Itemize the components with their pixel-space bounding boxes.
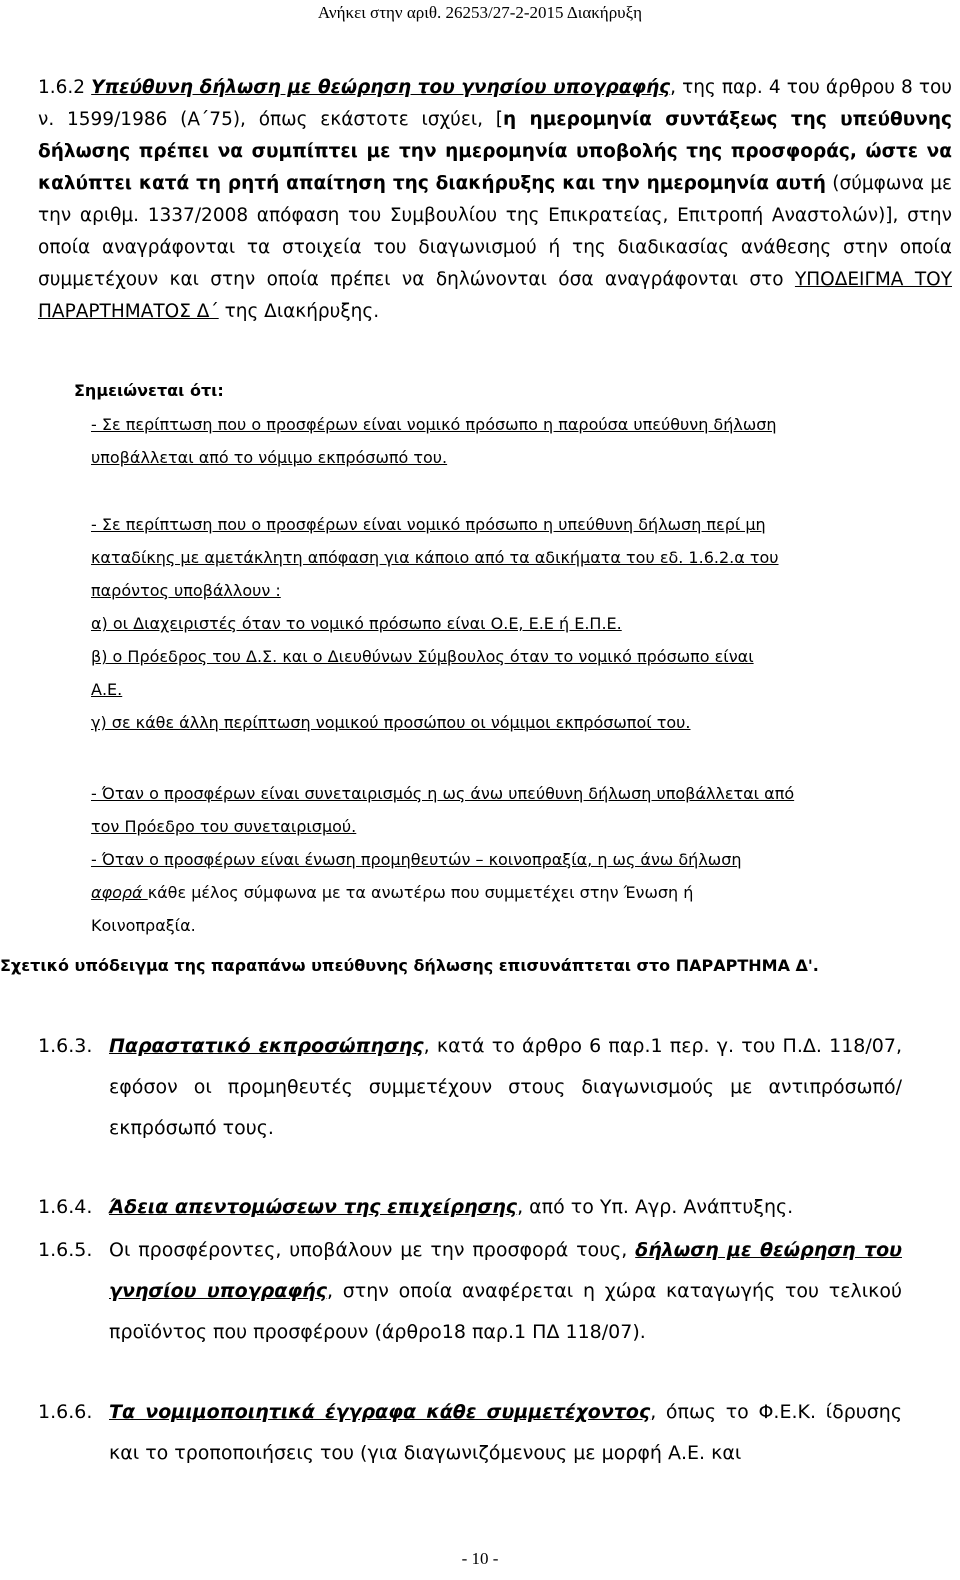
note-line: γ) σε κάθε άλλη περίπτωση νομικού προσώπου οι νόμιμοι εκπρόσωποί του. <box>91 713 691 732</box>
note-line: τον Πρόεδρο του συνεταιρισμού. <box>91 817 357 836</box>
note-emphasis: αφορά <box>91 883 148 902</box>
note-line: α) οι Διαχειριστές όταν το νομικό πρόσωπο είναι Ο.Ε, Ε.Ε ή Ε.Π.Ε. <box>91 614 622 633</box>
section-title: Τα νομιμοποιητικά έγγραφα κάθε συμμετέχοντος <box>109 1401 651 1423</box>
section-number: 1.6.4. <box>38 1196 93 1218</box>
section-1-6-3 <box>38 1026 902 1149</box>
note-line: υποβάλλεται από το νόμιμο εκπρόσωπό του. <box>91 448 448 467</box>
section-number: 1.6.5. <box>38 1239 93 1261</box>
section-bold-text: η ημερομηνία συντάξεως της υπεύθυνης δήλωσης πρέπει να συμπίπτει με την ημερομηνία υποβολής της προσφοράς, ώστε να καλύπτει κατά τη ρητή απαίτηση της διακήρυξης και την ημερομηνία αυτή <box>38 109 952 194</box>
note-line: - Σε περίπτωση που ο προσφέρων είναι νομικό πρόσωπο η υπεύθυνη δήλωση περί μη <box>91 515 766 534</box>
section-title: Παραστατικό εκπροσώπησης <box>109 1035 424 1057</box>
annex-reference: Σχετικό υπόδειγμα της παραπάνω υπεύθυνης δήλωσης επισυνάπτεται στο ΠΑΡΑΡΤΗΜΑ Δ'. <box>0 956 819 975</box>
note-line: - Όταν ο προσφέρων είναι ένωση προμηθευτών – κοινοπραξία, η ως άνω δήλωση <box>91 850 742 869</box>
section-text: (σύμφωνα με την αριθμ. 1337/2008 απόφαση του Συμβουλίου της Επικρατείας, Επιτροπή Αναστολών)], στην οποία αναγράφονται τα στοιχεία του διαγωνισμού ή της διαδικασίας ανάθεσης στην οποία συμμετέχουν και στην οποία πρέπει να δηλώνονται όσα αναγράφονται στο <box>38 173 952 290</box>
section-text: , κατά το άρθρο 6 παρ.1 περ. γ. του Π.Δ. 118/07, εφόσον οι προμηθευτές συμμετέχουν στους διαγωνισμούς με αντιπρόσωπό/ εκπρόσωπό τους. <box>109 1035 902 1139</box>
section-title: δήλωση με θεώρηση του γνησίου υπογραφής <box>109 1239 902 1302</box>
note-line: καταδίκης με αμετάκλητη απόφαση για κάποιο από τα αδικήματα του εδ. 1.6.2.α του <box>91 548 779 567</box>
section-text: , της παρ. 4 του άρθρου 8 του ν. 1599/1986 (Α΄75), όπως εκάστοτε ισχύει, [ <box>38 77 953 130</box>
note-1 <box>91 408 921 474</box>
page-number: - 10 - <box>461 1549 499 1568</box>
section-1-6-6 <box>38 1392 902 1474</box>
section-number: 1.6.2 <box>38 77 86 98</box>
page-header: Ανήκει στην αριθ. 26253/27-2-2015 Διακήρυξη <box>317 3 643 22</box>
section-text: , στην οποία αναφέρεται η χώρα καταγωγής του τελικού προϊόντος που προσφέρουν (άρθρο18 παρ.1 ΠΔ 118/07). <box>109 1280 902 1343</box>
section-text: , όπως το Φ.Ε.Κ. ίδρυσης και το τροποποιήσεις του (για διαγωνιζόμενους με μορφή Α.Ε. και <box>109 1401 902 1464</box>
note-2 <box>91 508 921 739</box>
section-title: Υπεύθυνη δήλωση με θεώρηση του γνησίου υπογραφής <box>91 77 671 98</box>
note-4 <box>91 843 921 942</box>
note-line: - Σε περίπτωση που ο προσφέρων είναι νομικό πρόσωπο η παρούσα υπεύθυνη δήλωση <box>91 415 777 434</box>
note-line: Α.Ε. <box>91 680 123 699</box>
section-1-6-5 <box>38 1230 902 1353</box>
note-3 <box>91 777 921 843</box>
section-number: 1.6.3. <box>38 1035 93 1057</box>
section-text: Οι προσφέροντες, υποβάλουν με την προσφορά τους, <box>109 1239 636 1261</box>
note-line: - Όταν ο προσφέρων είναι συνεταιρισμός η ως άνω υπεύθυνη δήλωση υποβάλλεται από <box>91 784 795 803</box>
section-1-6-2 <box>38 72 952 328</box>
notes-title: Σημειώνεται ότι: <box>74 381 224 400</box>
note-line <box>91 876 921 909</box>
annex-link: ΥΠΟΔΕΙΓΜΑ ΤΟΥ ΠΑΡΑΡΤΗΜΑΤΟΣ Δ΄ <box>38 269 952 322</box>
note-line: β) ο Πρόεδρος του Δ.Σ. και ο Διευθύνων Σύμβουλος όταν το νομικό πρόσωπο είναι <box>91 647 754 666</box>
note-line: παρόντος υποβάλλουν : <box>91 581 281 600</box>
section-title: Άδεια απεντομώσεων της επιχείρησης <box>109 1196 518 1218</box>
section-text: της Διακήρυξης. <box>218 301 380 322</box>
note-line: Κοινοπραξία. <box>91 916 196 935</box>
section-number: 1.6.6. <box>38 1401 93 1423</box>
section-text: , από το Υπ. Αγρ. Ανάπτυξης. <box>517 1196 794 1218</box>
section-1-6-4 <box>38 1187 902 1228</box>
note-text: κάθε μέλος σύμφωνα με τα ανωτέρω που συμμετέχει στην Ένωση ή <box>147 883 694 902</box>
